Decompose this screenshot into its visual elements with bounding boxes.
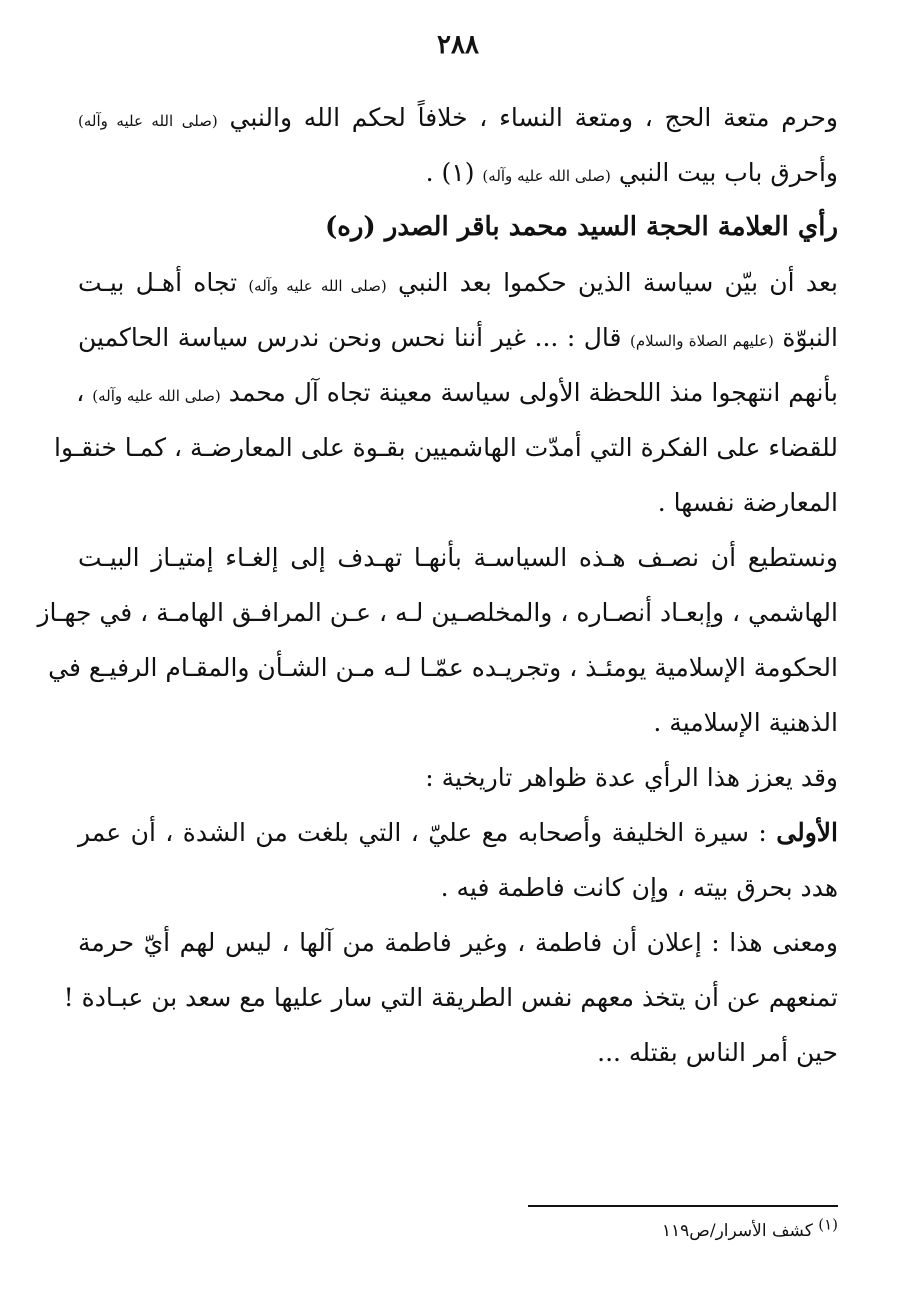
text-line [78,90,838,145]
line-text: وأحرق باب بيت النبي [610,158,838,187]
line-text: الحكومة الإسلامية يومئـذ ، وتجريـده عمّـا لـه مـن الشـأن والمقـام الرفيـع في [48,653,838,682]
line-text: ومعنى هذا : إعلان أن فاطمة ، وغير فاطمة من آلها ، ليس لهم أيّ حرمة [78,928,838,957]
line-text: النبوّة [773,323,839,352]
text-line [78,915,838,970]
line-text: بعد أن بيّن سياسة الذين حكموا بعد النبي [386,268,839,297]
line-text: المعارضة نفسها . [657,488,838,517]
line-text: ونستطيع أن نصـف هـذه السياسـة بأنهـا تهـدف إلى إلغـاء إمتيـاز البيـت [78,543,838,572]
text-line [78,475,838,530]
honorific: (صلى الله عليه وآله) [482,167,611,185]
text-line [78,365,838,420]
body-text [37,90,839,1080]
footnote-divider [528,1205,838,1207]
line-text: الهاشمي ، وإبعـاد أنصـاره ، والمخلصـين لـه ، عـن المرافـق الهامـة ، في جهـاز [37,598,838,627]
line-text: رأي العلامة الحجة السيد محمد باقر الصدر (ره) [324,212,838,242]
line-text: حين أمر الناس بقتله ... [597,1038,838,1067]
line-text: وقد يعزز هذا الرأي عدة ظواهر تاريخية : [425,763,838,792]
text-line [37,585,838,640]
bold-term: الأولى [776,818,838,847]
text-line [78,860,838,915]
honorific: (عليهم الصلاة والسلام) [630,332,774,350]
honorific: (صلى الله عليه وآله) [78,112,218,130]
line-text-after: (١) . [425,158,483,187]
text-line [78,145,838,200]
section-heading [78,200,838,255]
footnote-marker: (١) [818,1215,838,1234]
text-line [54,420,838,475]
text-line [78,1025,838,1080]
footnote-text: كشف الأسرار/ص١١٩ [661,1221,819,1241]
honorific: (صلى الله عليه وآله) [92,387,221,405]
text-line [63,970,838,1025]
text-line [78,805,838,860]
line-text-after: قال : ... غير أننا نحس ونحن ندرس سياسة الحاكمين [78,323,630,352]
text-line [78,750,838,805]
text-line [78,530,838,585]
line-text: بأنهم انتهجوا منذ اللحظة الأولى سياسة معينة تجاه آل محمد [220,378,838,407]
line-text-after: تجاه أهـل بيـت [78,268,249,297]
line-text: للقضاء على الفكرة التي أمدّت الهاشميين بقـوة على المعارضـة ، كمـا خنقـوا [54,433,838,462]
line-text: الذهنية الإسلامية . [653,708,838,737]
line-text: : سيرة الخليفة وأصحابه مع عليّ ، التي بلغت من الشدة ، أن عمر [78,818,777,847]
footnote [438,1215,838,1244]
text-line [78,255,838,310]
line-text: هدد بحرق بيته ، وإن كانت فاطمة فيه . [440,873,838,902]
text-line [48,640,838,695]
line-text: وحرم متعة الحج ، ومتعة النساء ، خلافاً لحكم الله والنبي [217,103,838,132]
text-line [78,310,838,365]
line-text-after: ، [76,378,93,407]
page-number: ٢٨٨ [437,30,479,60]
text-line [78,695,838,750]
line-text: تمنعهم عن أن يتخذ معهم نفس الطريقة التي سار عليها مع سعد بن عبـادة ! [63,983,838,1012]
honorific: (صلى الله عليه وآله) [248,277,387,295]
